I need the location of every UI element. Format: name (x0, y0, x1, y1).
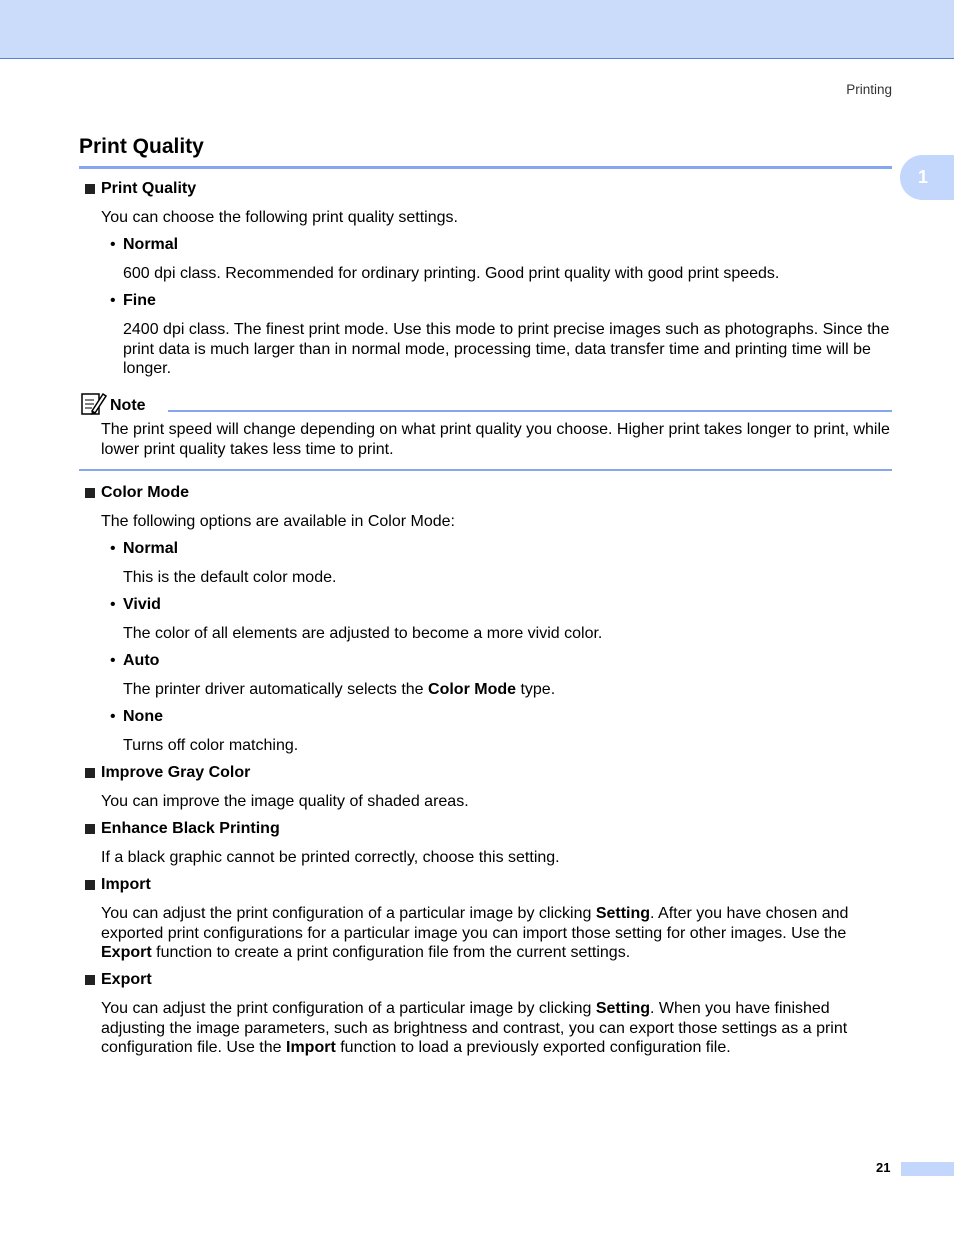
section-heading-print-quality (85, 180, 196, 198)
color-mode-term: Color Mode (428, 681, 517, 698)
square-bullet-icon (85, 880, 95, 890)
page-number: 21 (876, 1160, 891, 1175)
square-bullet-icon (85, 768, 95, 778)
square-bullet-icon (85, 184, 95, 194)
bullet-dot-icon: • (110, 236, 116, 253)
page-number-bar (901, 1162, 954, 1176)
bullet-label: Vivid (123, 596, 161, 613)
fine-description: 2400 dpi class. The finest print mode. Use this mode to print precise images such as photographs. Since the print data is much larger than in normal mode, processing time, data transfer time and printing time will be longer. (123, 321, 890, 377)
square-bullet-icon (85, 488, 95, 498)
section-heading-label: Print Quality (101, 180, 197, 197)
export-text (101, 999, 893, 1058)
top-banner (0, 0, 954, 59)
title-divider (79, 166, 892, 169)
text-run: You can adjust the print configuration of a particular image by clicking (101, 1000, 596, 1017)
bullet-label: None (123, 708, 163, 725)
section-heading-enhance-black (85, 820, 280, 838)
bullet-label: Fine (123, 292, 156, 309)
bullet-normal (110, 236, 178, 254)
bullet-color-normal (110, 540, 178, 558)
normal-description: 600 dpi class. Recommended for ordinary printing. Good print quality with good print speeds. (123, 265, 780, 282)
section-heading-improve-gray (85, 764, 250, 782)
bullet-dot-icon: • (110, 708, 116, 725)
bullet-none (110, 708, 163, 726)
chapter-number: 1 (918, 167, 929, 187)
text-run: function to load a previously exported configuration file. (335, 1039, 731, 1056)
square-bullet-icon (85, 975, 95, 985)
page-title: Print Quality (79, 135, 204, 158)
bullet-auto (110, 652, 159, 670)
section-heading-label: Import (101, 876, 151, 893)
bullet-dot-icon: • (110, 540, 116, 557)
setting-term: Setting (595, 905, 651, 922)
bullet-label: Normal (123, 540, 179, 557)
bullet-dot-icon: • (110, 292, 116, 309)
import-text (101, 904, 893, 963)
import-term: Import (286, 1039, 336, 1056)
bullet-dot-icon: • (110, 596, 116, 613)
bullet-label: Normal (123, 236, 179, 253)
section-heading-label: Color Mode (101, 484, 189, 501)
improve-gray-text: You can improve the image quality of shaded areas. (101, 793, 469, 810)
print-quality-intro: You can choose the following print quality settings. (101, 209, 458, 226)
text-run: The printer driver automatically selects the (123, 681, 429, 698)
bullet-label: Auto (123, 652, 160, 669)
text-run: You can adjust the print configuration of a particular image by clicking (101, 905, 596, 922)
color-mode-intro: The following options are available in Color Mode: (101, 513, 455, 530)
text-run: . When you have finished adjusting the image parameters, such as brightness and contrast, you can export those settings as a print configuration file. Use the (101, 1000, 848, 1056)
bullet-fine (110, 292, 156, 310)
text-run: type. (516, 681, 556, 698)
bullet-vivid (110, 596, 161, 614)
color-normal-description: This is the default color mode. (123, 569, 337, 586)
text-run: . After you have chosen and exported print configurations for a particular image you can import those setting for other images. Use the (101, 905, 849, 942)
setting-term: Setting (595, 1000, 651, 1017)
section-heading-export (85, 971, 152, 989)
export-term: Export (101, 944, 152, 961)
vivid-description: The color of all elements are adjusted to become a more vivid color. (123, 625, 603, 642)
none-description: Turns off color matching. (123, 737, 299, 754)
section-heading-label: Enhance Black Printing (101, 820, 280, 837)
note-pencil-icon (80, 391, 107, 416)
text-run: function to create a print configuration file from the current settings. (151, 944, 631, 961)
note-top-divider (168, 410, 892, 412)
bullet-dot-icon: • (110, 652, 116, 669)
enhance-black-text: If a black graphic cannot be printed correctly, choose this setting. (101, 849, 560, 866)
auto-description (123, 680, 893, 700)
note-label: Note (110, 397, 146, 414)
chapter-tab (900, 155, 954, 200)
section-heading-import (85, 876, 151, 894)
section-heading-color-mode (85, 484, 189, 502)
note-text: The print speed will change depending on what print quality you choose. Higher print takes longer to print, while lower print quality takes less time to print. (101, 421, 890, 458)
section-heading-label: Improve Gray Color (101, 764, 251, 781)
note-bottom-divider (79, 469, 892, 471)
running-header: Printing (846, 82, 892, 97)
section-heading-label: Export (101, 971, 152, 988)
square-bullet-icon (85, 824, 95, 834)
